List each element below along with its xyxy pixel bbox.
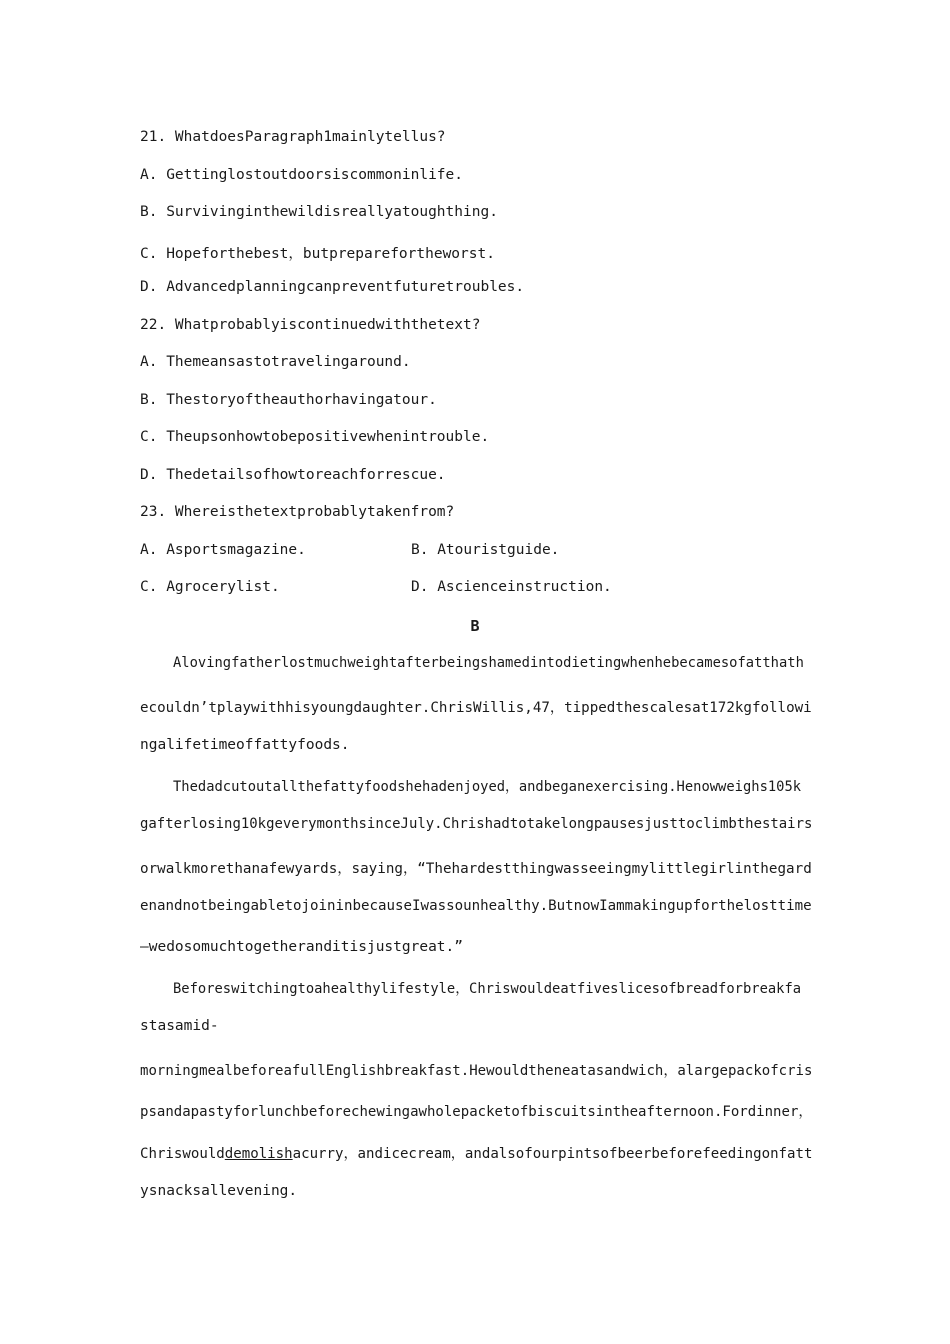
question-21-option-b: B. Survivinginthewildisreallyatoughthing. <box>140 204 498 220</box>
paragraph-2-line-5: —wedosomuchtogetheranditisjustgreat.” <box>140 939 464 955</box>
paragraph-2-line-2: gafterlosing10kgeverymonthsinceJuly.Chrishadtotakelongpausesjusttoclimbthestairs <box>140 816 813 832</box>
paragraph-2-line-4: enandnotbeingabletojoininbecauseIwassounhealthy.ButnowIammakingupforthelosttime <box>140 898 812 914</box>
question-23-option-a: A. Asportsmagazine. <box>140 542 306 558</box>
question-22-option-b: B. Thestoryoftheauthorhavingatour. <box>140 392 437 408</box>
question-23-option-b: B. Atouristguide. <box>411 542 560 558</box>
question-21-option-a: A. Gettinglostoutdoorsiscommoninlife. <box>140 167 464 183</box>
question-22-option-a: A. Themeansastotravelingaround. <box>140 354 411 370</box>
paragraph-1-line-2: ecouldn’tplaywithhisyoungdaughter.ChrisWillis,47，tippedthescalesat172kgfollowi <box>140 700 812 716</box>
underlined-word-demolish: demolish <box>224 1146 293 1162</box>
question-23-option-d: D. Ascienceinstruction. <box>411 579 612 595</box>
question-22-stem: 22. Whatprobablyiscontinuedwiththetext? <box>140 317 481 333</box>
question-23-option-c: C. Agrocerylist. <box>140 579 280 595</box>
paragraph-3-line-3: morningmealbeforeafullEnglishbreakfast.Hewouldtheneatasandwich，alargepackofcris <box>140 1063 813 1079</box>
section-heading: B <box>470 617 480 635</box>
paragraph-1-line-1: Alovingfatherlostmuchweightafterbeingshamedintodietingwhenhebecamesofatthath <box>173 655 804 671</box>
paragraph-3-line-6: ysnacksallevening. <box>140 1183 298 1199</box>
question-21-option-d: D. Advancedplanningcanpreventfuturetroubles. <box>140 279 525 295</box>
question-21-stem: 21. WhatdoesParagraph1mainlytellus? <box>140 129 446 145</box>
question-22-option-d: D. Thedetailsofhowtoreachforrescue. <box>140 467 446 483</box>
paragraph-3-line-2: stasamid- <box>140 1018 219 1034</box>
paragraph-3-line-5-after: acurry，andicecream，andalsofourpintsofbeerbeforefeedingonfatt <box>292 1146 813 1162</box>
paragraph-2-line-1: Thedadcutoutallthefattyfoodshehadenjoyed，andbeganexercising.Henowweighs105k <box>173 779 802 795</box>
question-23-stem: 23. Whereisthetextprobablytakenfrom? <box>140 504 455 520</box>
paragraph-2-line-3: orwalkmorethanafewyards，saying，“Thehardestthingwasseeingmylittlegirlinthegard <box>140 861 812 877</box>
paragraph-3-line-5-before: Chriswould <box>140 1146 225 1162</box>
question-22-option-c: C. Theupsonhowtobepositivewhenintrouble. <box>140 429 490 445</box>
question-21-option-c: C. Hopeforthebest，butpreparefortheworst. <box>140 246 495 262</box>
paragraph-3-line-1: Beforeswitchingtoahealthylifestyle，Chriswouldeatfiveslicesofbreadforbreakfa <box>173 981 802 997</box>
paragraph-3-line-4: psandapastyforlunchbeforechewingawholepacketofbiscuitsintheafternoon.Fordinner， <box>140 1104 813 1120</box>
paragraph-1-line-3: ngalifetimeoffattyfoods. <box>140 737 350 753</box>
paragraph-3-line-5 <box>140 1142 813 1163</box>
